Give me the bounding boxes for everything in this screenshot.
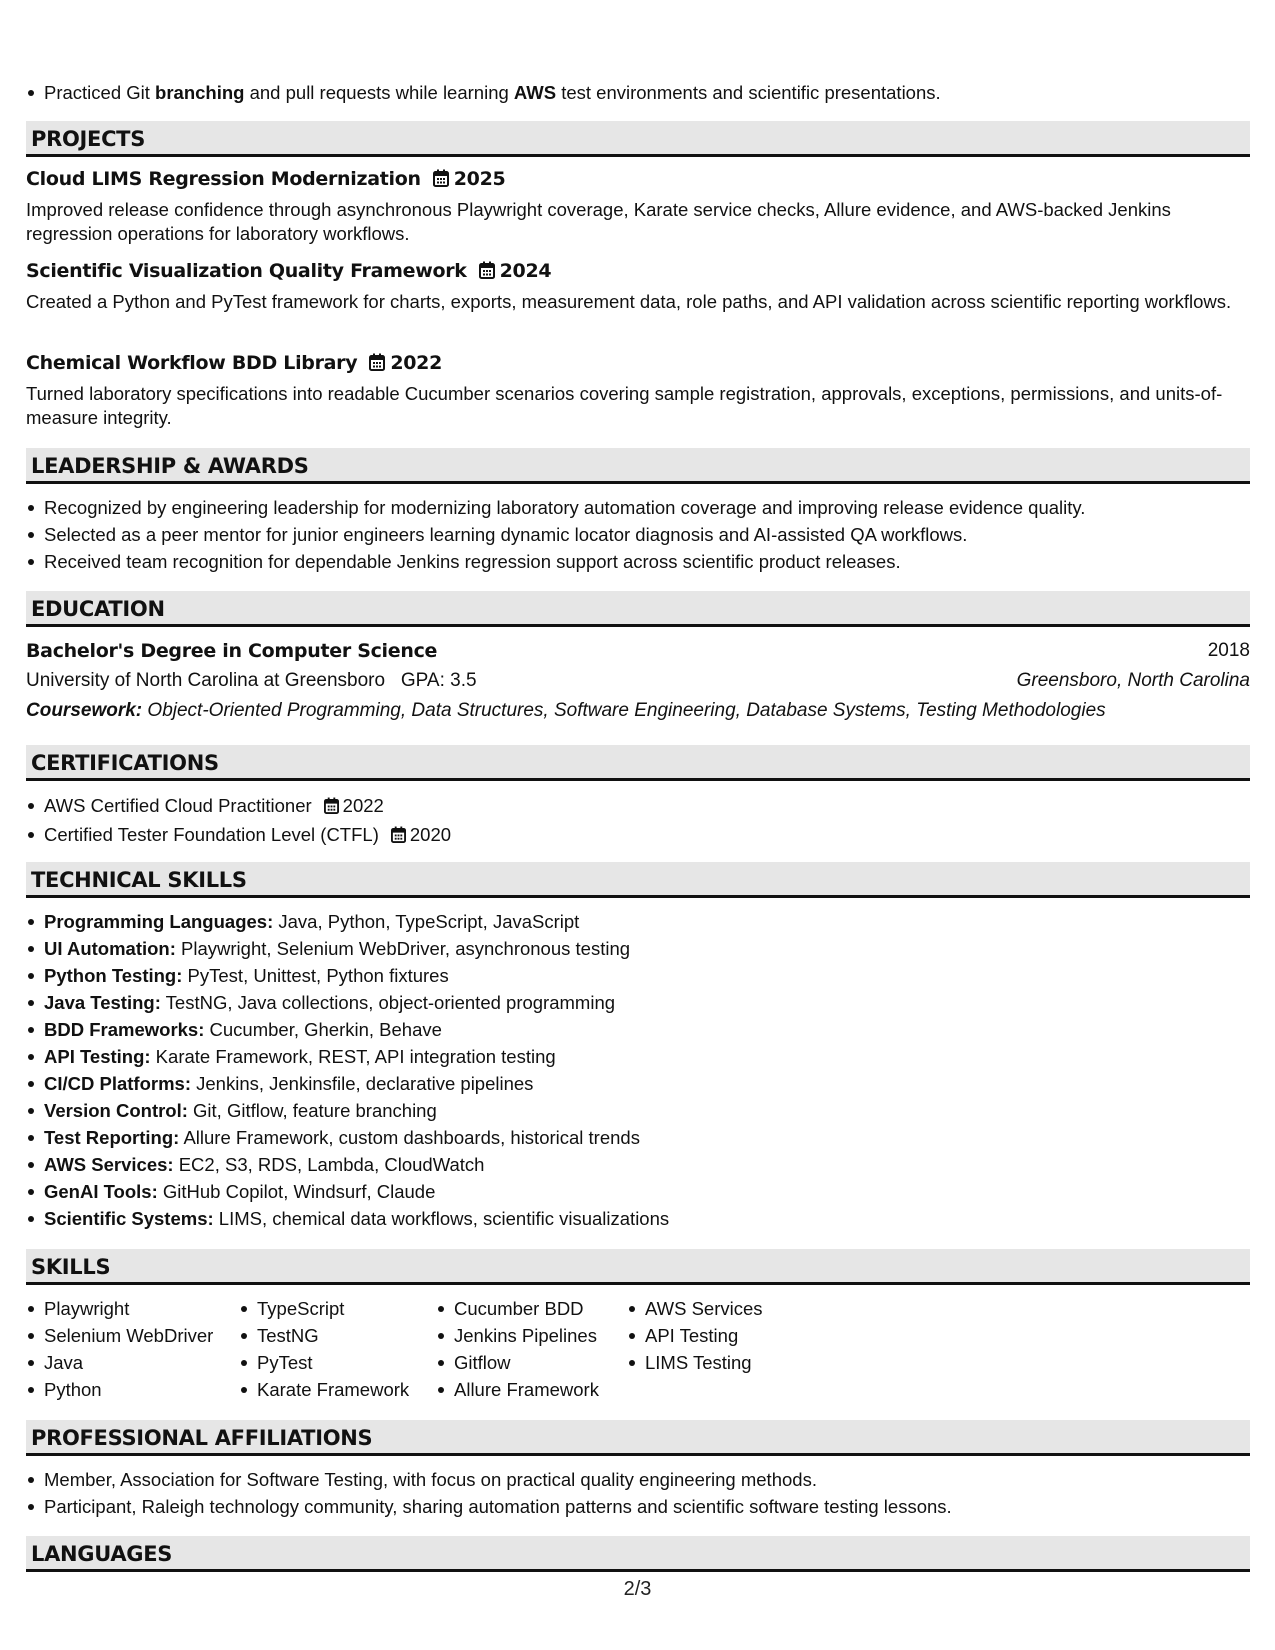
technical-skill-item: API Testing: Karate Framework, REST, API integration testing bbox=[26, 1043, 1250, 1070]
technical-skill-item: CI/CD Platforms: Jenkins, Jenkinsfile, declarative pipelines bbox=[26, 1070, 1250, 1097]
project-year: 2025 bbox=[453, 168, 506, 190]
leadership-item: Recognized by engineering leadership for modernizing laboratory automation coverage and improving release evidence quality. bbox=[26, 494, 1250, 521]
skill-item: Selenium WebDriver bbox=[26, 1322, 239, 1349]
affiliations-list bbox=[26, 1466, 1250, 1520]
project-title: Chemical Workflow BDD Library bbox=[26, 352, 358, 374]
skill-item: Gitflow bbox=[436, 1349, 627, 1376]
calendar-icon bbox=[433, 168, 449, 194]
project-year: 2022 bbox=[390, 352, 443, 374]
technical-skill-item: UI Automation: Playwright, Selenium WebDriver, asynchronous testing bbox=[26, 935, 1250, 962]
certifications-section-header bbox=[26, 745, 1250, 781]
project-description: Created a Python and PyTest framework for charts, exports, measurement data, role paths, and API validation across scientific reporting workflows. bbox=[26, 291, 1232, 312]
skill-item: Cucumber BDD bbox=[436, 1295, 627, 1322]
experience-bullet-list bbox=[26, 79, 1250, 106]
degree: Bachelor's Degree in Computer Science bbox=[26, 640, 438, 662]
skill-item: Java bbox=[26, 1349, 239, 1376]
technical-skill-item: BDD Frameworks: Cucumber, Gherkin, Behave bbox=[26, 1016, 1250, 1043]
calendar-icon bbox=[369, 352, 385, 378]
calendar-icon bbox=[324, 794, 339, 821]
technical-skill-item: Scientific Systems: LIMS, chemical data workflows, scientific visualizations bbox=[26, 1205, 1250, 1232]
education-section-header bbox=[26, 591, 1250, 627]
affiliation-item: Participant, Raleigh technology community, sharing automation patterns and scientific software testing lessons. bbox=[26, 1493, 1250, 1520]
technical-skill-item: Python Testing: PyTest, Unittest, Python fixtures bbox=[26, 962, 1250, 989]
skill-item: PyTest bbox=[239, 1349, 436, 1376]
skill-item: Playwright bbox=[26, 1295, 239, 1322]
project-year: 2024 bbox=[499, 260, 552, 282]
project-entry bbox=[26, 350, 1250, 430]
project-description: Turned laboratory specifications into readable Cucumber scenarios covering sample registration, approvals, exceptions, permissions, and units-of-measure integrity. bbox=[26, 383, 1223, 428]
skill-item: TestNG bbox=[239, 1322, 436, 1349]
section-title: EDUCATION bbox=[31, 597, 165, 621]
technical-skill-item: Java Testing: TestNG, Java collections, object-oriented programming bbox=[26, 989, 1250, 1016]
project-description: Improved release confidence through asynchronous Playwright coverage, Karate service checks, Allure evidence, and AWS-backed Jenkins regression operations for laboratory workflows. bbox=[26, 199, 1171, 244]
skills-column bbox=[26, 1295, 239, 1403]
technical-skill-item: GenAI Tools: GitHub Copilot, Windsurf, Claude bbox=[26, 1178, 1250, 1205]
skill-item: Allure Framework bbox=[436, 1376, 627, 1403]
section-title: LEADERSHIP & AWARDS bbox=[31, 454, 309, 478]
technical-skill-item: Programming Languages: Java, Python, TypeScript, JavaScript bbox=[26, 908, 1250, 935]
leadership-item: Selected as a peer mentor for junior engineers learning dynamic locator diagnosis and AI-assisted QA workflows. bbox=[26, 521, 1250, 548]
skills-column bbox=[239, 1295, 436, 1403]
gpa: GPA: 3.5 bbox=[400, 670, 477, 691]
projects-section-header bbox=[26, 121, 1250, 157]
certification-year: 2022 bbox=[342, 795, 384, 816]
section-title: PROFESSIONAL AFFILIATIONS bbox=[31, 1426, 373, 1450]
section-title: PROJECTS bbox=[31, 127, 146, 151]
technical-skill-item: AWS Services: EC2, S3, RDS, Lambda, CloudWatch bbox=[26, 1151, 1250, 1178]
experience-bullet: Practiced Git branching and pull requests while learning AWS test environments and scientific presentations. bbox=[26, 79, 1250, 106]
affiliation-item: Member, Association for Software Testing, with focus on practical quality engineering methods. bbox=[26, 1466, 1250, 1493]
leadership-item: Received team recognition for dependable Jenkins regression support across scientific product releases. bbox=[26, 548, 1250, 575]
project-title: Scientific Visualization Quality Framework bbox=[26, 260, 467, 282]
section-title: LANGUAGES bbox=[31, 1542, 173, 1566]
skills-columns bbox=[26, 1295, 1250, 1403]
skill-item: LIMS Testing bbox=[627, 1349, 827, 1376]
coursework: Object-Oriented Programming, Data Structures, Software Engineering, Database Systems, Testing Methodologies bbox=[147, 700, 1106, 721]
technical-skills-list bbox=[26, 908, 1250, 1232]
project-entry bbox=[26, 258, 1250, 314]
calendar-icon bbox=[479, 260, 495, 286]
section-title: CERTIFICATIONS bbox=[31, 751, 219, 775]
page-number: 2/3 bbox=[623, 1578, 652, 1600]
affiliations-section-header bbox=[26, 1420, 1250, 1456]
section-title: SKILLS bbox=[31, 1255, 111, 1279]
leadership-list bbox=[26, 494, 1250, 575]
section-title: TECHNICAL SKILLS bbox=[31, 868, 247, 892]
certification-year: 2020 bbox=[409, 824, 452, 845]
skill-item: TypeScript bbox=[239, 1295, 436, 1322]
languages-section-header bbox=[26, 1536, 1250, 1572]
coursework-label: Coursework: bbox=[26, 700, 143, 721]
technical-skills-section-header bbox=[26, 862, 1250, 898]
graduation-year: 2018 bbox=[1207, 640, 1250, 661]
education-entry bbox=[26, 636, 1250, 726]
skills-section-header bbox=[26, 1249, 1250, 1285]
technical-skill-item: Test Reporting: Allure Framework, custom dashboards, historical trends bbox=[26, 1124, 1250, 1151]
school-location: Greensboro, North Carolina bbox=[1016, 670, 1250, 691]
skill-item: AWS Services bbox=[627, 1295, 827, 1322]
certification-item: Certified Tester Foundation Level (CTFL) 2020 bbox=[26, 821, 1250, 850]
skills-column bbox=[436, 1295, 627, 1403]
technical-skill-item: Version Control: Git, Gitflow, feature branching bbox=[26, 1097, 1250, 1124]
project-title: Cloud LIMS Regression Modernization bbox=[26, 168, 421, 190]
skills-column bbox=[627, 1295, 827, 1403]
leadership-section-header bbox=[26, 448, 1250, 484]
school-name: University of North Carolina at Greensboro bbox=[26, 670, 386, 691]
skill-item: API Testing bbox=[627, 1322, 827, 1349]
skill-item: Python bbox=[26, 1376, 239, 1403]
project-entry bbox=[26, 166, 1250, 246]
calendar-icon bbox=[391, 823, 406, 850]
skill-item: Karate Framework bbox=[239, 1376, 436, 1403]
certification-item: AWS Certified Cloud Practitioner 2022 bbox=[26, 792, 1250, 821]
certifications-list bbox=[26, 792, 1250, 850]
skill-item: Jenkins Pipelines bbox=[436, 1322, 627, 1349]
